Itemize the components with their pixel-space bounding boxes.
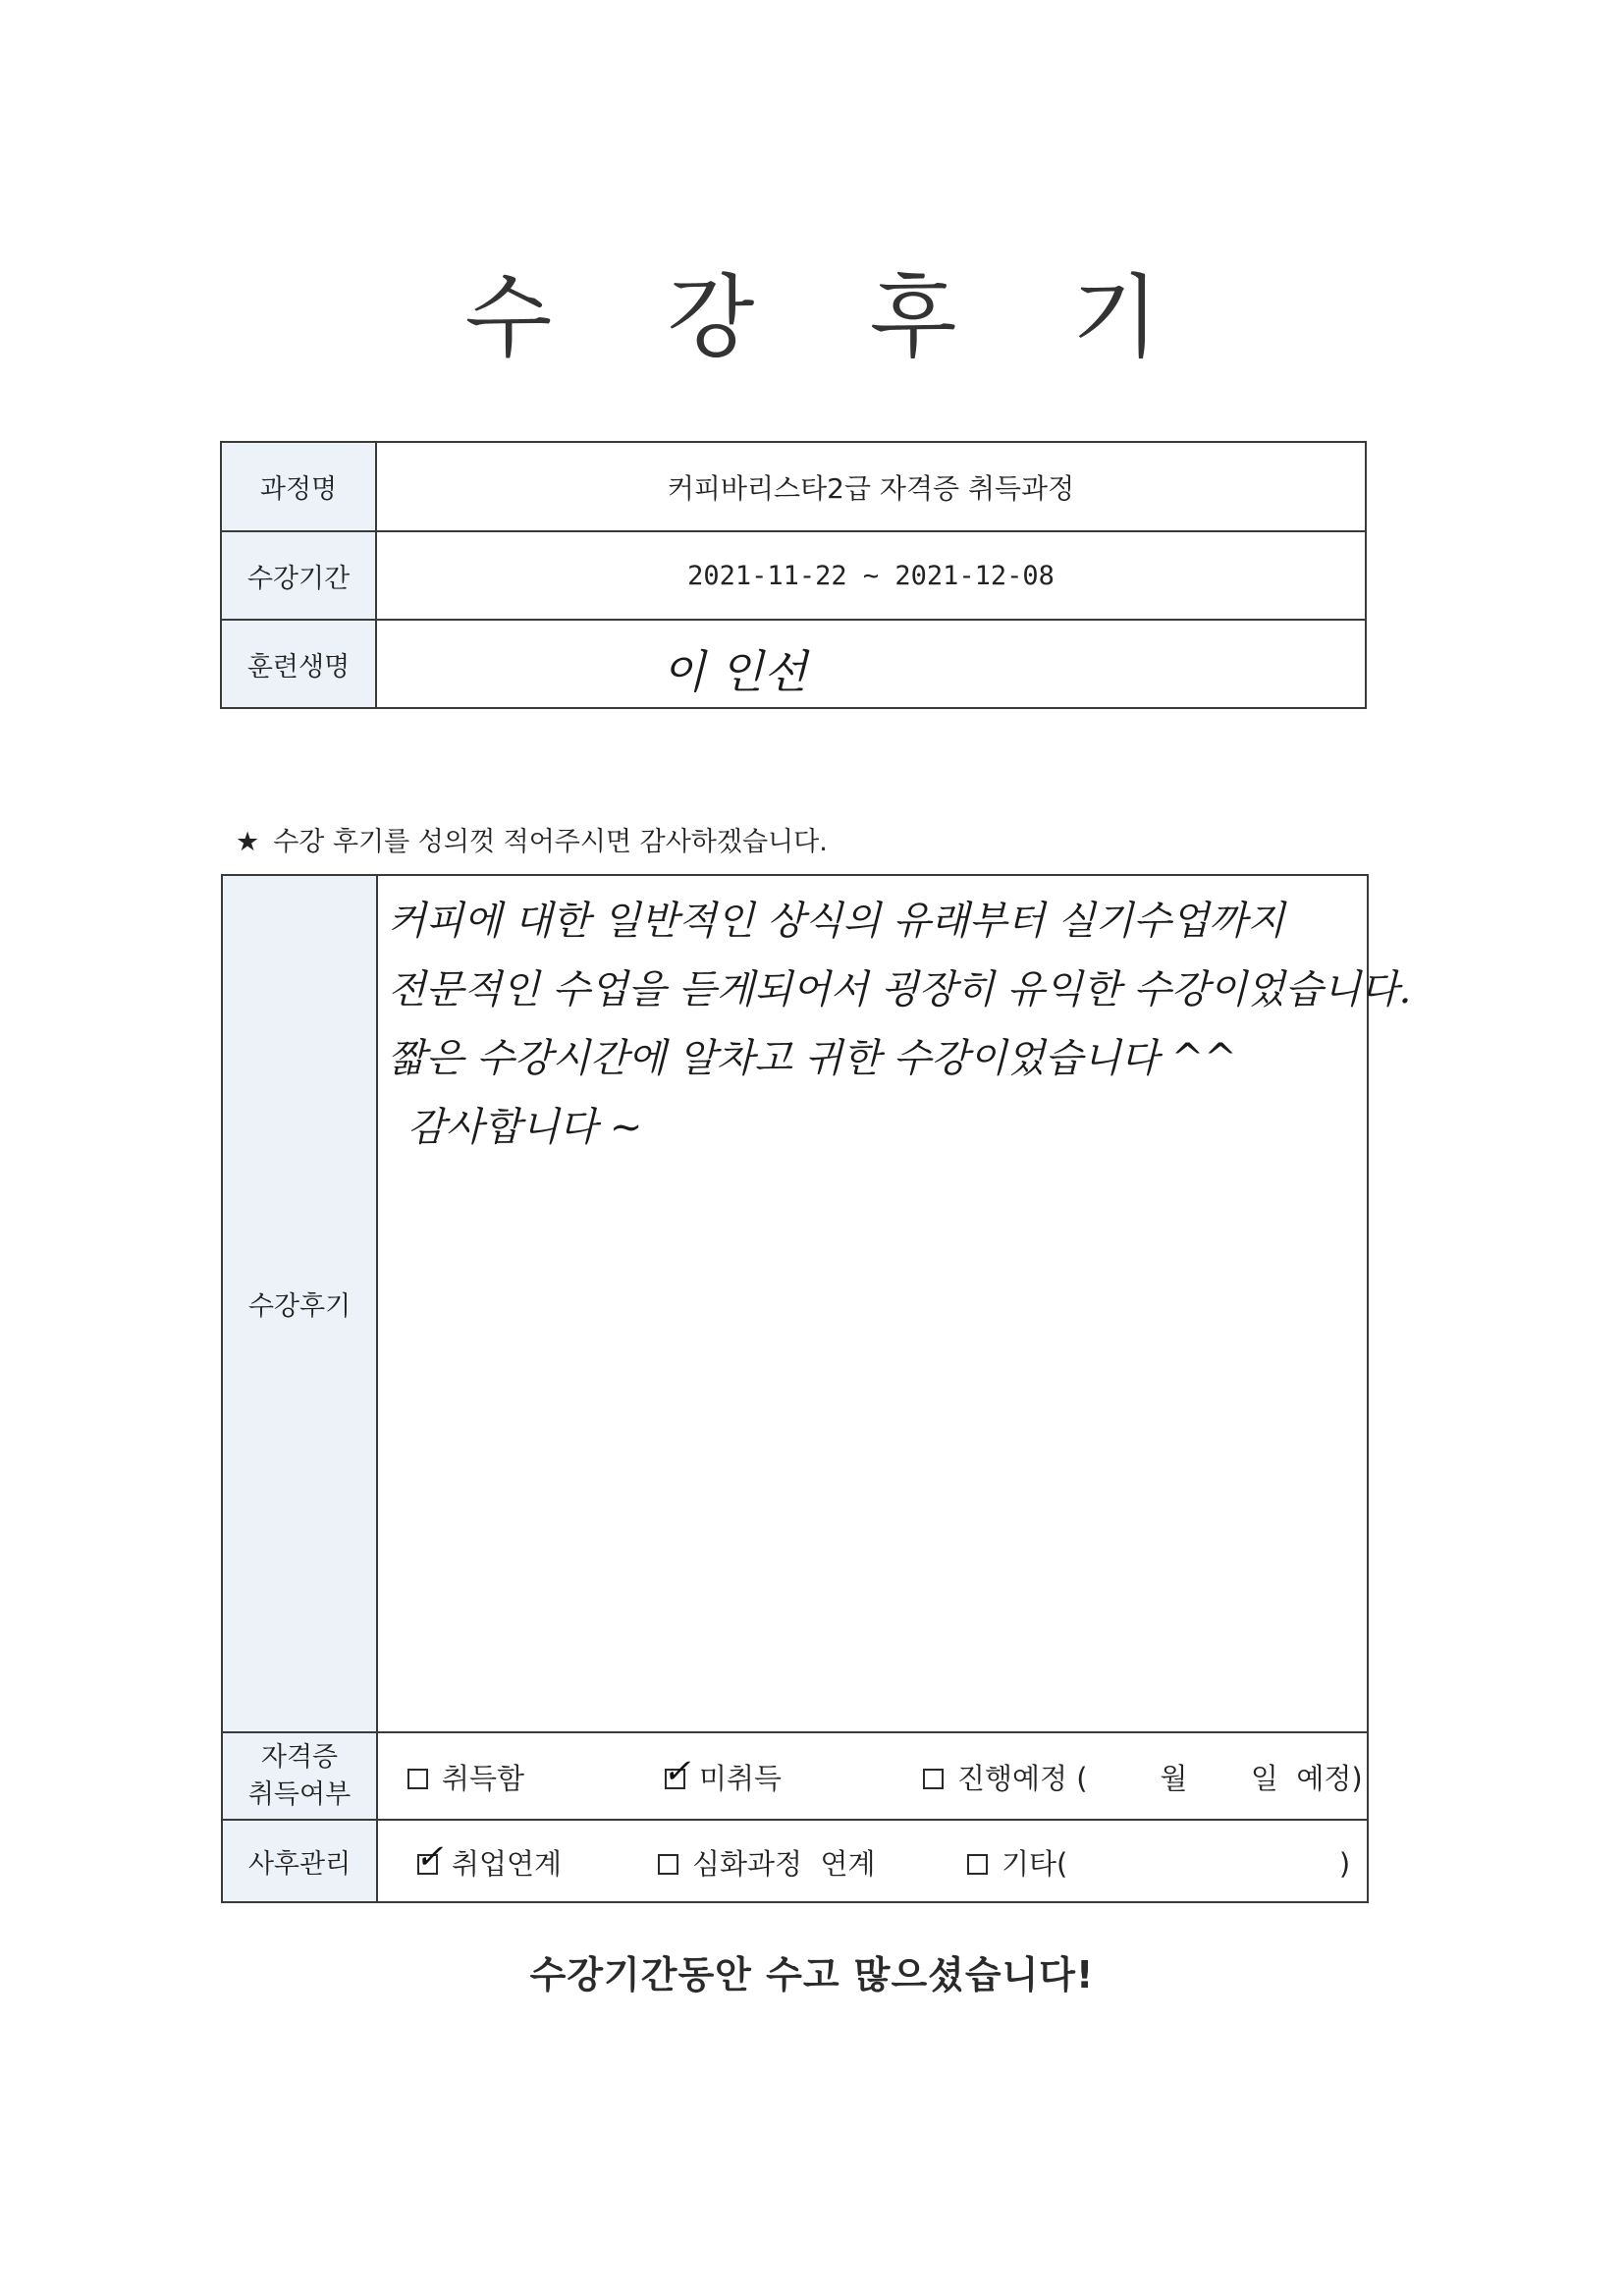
review-line: 짧은 수강시간에 알차고 귀한 수강이었습니다 ^^ (388, 1036, 1237, 1081)
aftercare-option-other[interactable] (967, 1842, 1350, 1883)
checkbox-icon[interactable] (967, 1854, 988, 1875)
certificate-option-not-obtained[interactable] (663, 1752, 783, 1797)
certificate-label-line2: 취득여부 (247, 1778, 352, 1810)
checkbox-icon[interactable] (923, 1769, 944, 1789)
course-info-table (220, 441, 1367, 709)
option-label: 기타( ) (1001, 1847, 1351, 1881)
review-line: 전문적인 수업을 듣게되어서 굉장히 유익한 수강이었습니다. (388, 967, 1412, 1012)
option-label: 진행예정 ( 월 일 예정) (957, 1762, 1363, 1795)
certificate-option-in-progress[interactable] (923, 1757, 1363, 1797)
review-line: 감사합니다 ~ (407, 1105, 643, 1150)
trainee-name-label: 훈련생명 (221, 620, 376, 708)
certificate-option-obtained[interactable] (407, 1757, 524, 1797)
course-period-label: 수강기간 (221, 531, 376, 620)
aftercare-options (377, 1820, 1368, 1902)
closing-message: 수강기간동안 수고 많으셨습니다! (529, 1953, 1095, 1996)
check-mark-icon: ✓ (415, 1837, 444, 1877)
check-mark-icon: ✓ (663, 1752, 691, 1791)
review-body (377, 875, 1412, 1732)
checkbox-icon[interactable] (658, 1854, 678, 1875)
trainee-name-cell (376, 620, 1366, 708)
aftercare-option-job-placement[interactable] (415, 1837, 563, 1883)
review-notice (236, 820, 828, 858)
certificate-label (222, 1732, 377, 1820)
aftercare-label: 사후관리 (222, 1820, 377, 1902)
course-name-label: 과정명 (221, 442, 376, 531)
option-label: 미취득 (699, 1762, 783, 1795)
course-period-value: 2021-11-22 ~ 2021-12-08 (376, 531, 1366, 620)
course-name-value: 커피바리스타2급 자격증 취득과정 (376, 442, 1366, 531)
option-label: 취업연계 (452, 1847, 563, 1881)
review-label: 수강후기 (222, 875, 377, 1732)
checkbox-icon[interactable] (407, 1769, 428, 1789)
review-notice-text: 수강 후기를 성의껏 적어주시면 감사하겠습니다. (273, 827, 828, 857)
option-label: 취득함 (442, 1762, 525, 1795)
certificate-options (377, 1732, 1368, 1820)
aftercare-option-advanced-course[interactable] (658, 1842, 876, 1883)
star-icon: ★ (236, 827, 260, 857)
review-line: 커피에 대한 일반적인 상식의 유래부터 실기수업까지 (388, 899, 1285, 944)
document-title: 수 강 후 기 (464, 265, 1203, 370)
trainee-name-handwritten: 이 인선 (662, 645, 807, 698)
checked-checkbox-icon[interactable] (415, 1837, 444, 1877)
certificate-label-line1: 자격증 (260, 1741, 339, 1773)
option-label: 심화과정 연계 (692, 1847, 876, 1881)
review-table (221, 874, 1412, 1903)
checked-checkbox-icon[interactable] (663, 1752, 691, 1791)
